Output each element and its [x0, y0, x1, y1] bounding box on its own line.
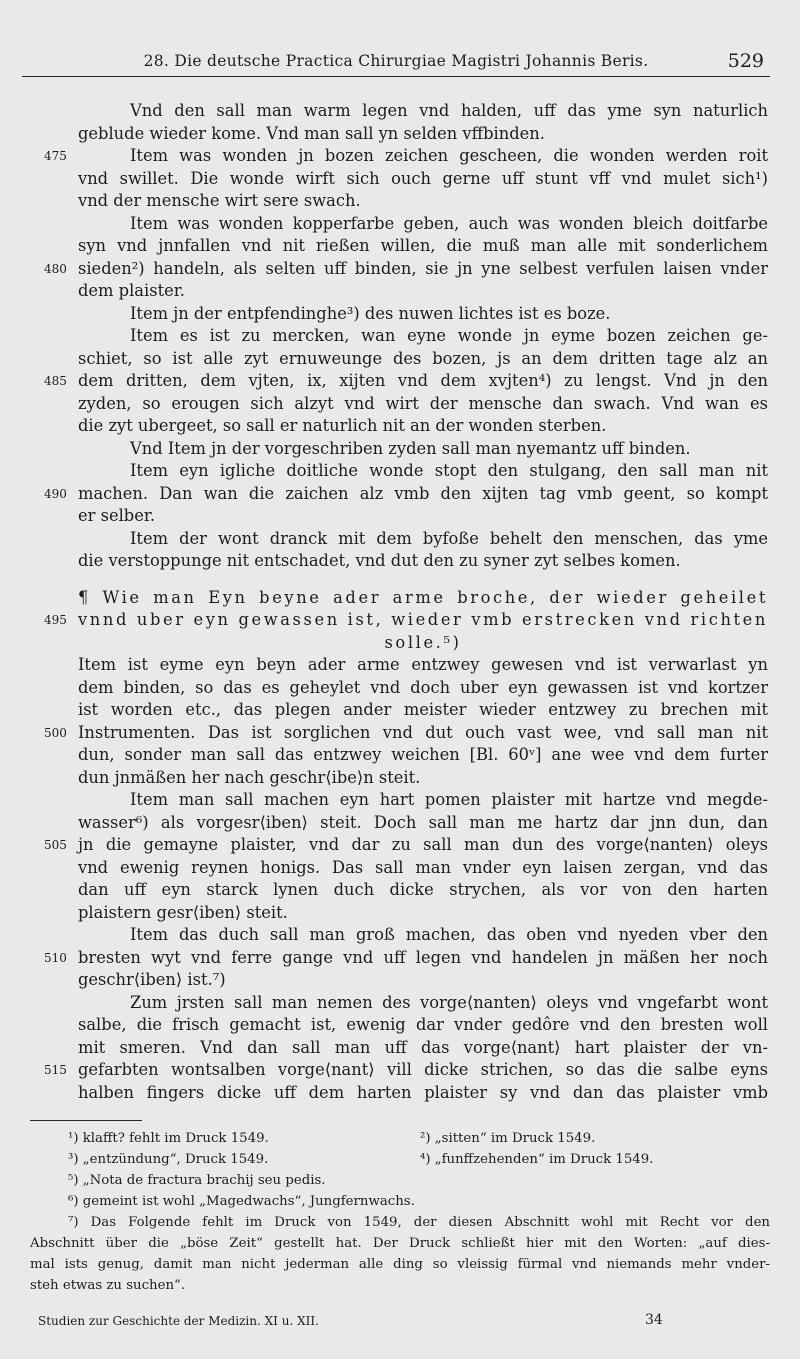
line-text: Item jn der entpfendinghe³) des nuwen lichtes ist es boze.	[130, 303, 611, 323]
footnote-5: ⁵) „Nota de fractura brachij seu pedis.	[68, 1173, 326, 1188]
text-line	[0, 460, 800, 483]
text-line	[0, 902, 800, 925]
footnote-1: ¹) klafft? fehlt im Druck 1549.	[68, 1131, 269, 1146]
text-line	[0, 879, 800, 902]
line-text: Item was wonden kopperfarbe geben, auch was wonden bleich doitfarbe	[130, 213, 768, 233]
line-text: Vnd den sall man warm legen vnd halden, uff das yme syn naturlich	[130, 101, 768, 120]
line-text: die zyt ubergeet, so sall er naturlich nit an der wonden sterben.	[78, 416, 607, 435]
line-text: Item ist eyme eyn beyn ader arme entzwey gewesen vnd ist verwarlast yn	[78, 655, 768, 674]
text-line	[0, 415, 800, 438]
line-text: Item man sall machen eyn hart pomen plaister mit hartze vnd megde-	[130, 790, 768, 809]
text-line	[0, 722, 800, 745]
section-heading-line-2	[0, 609, 800, 632]
line-number: 505	[44, 838, 67, 852]
line-text: gefarbten wontsalben vorge⟨nant⟩ vill dicke strichen, so das die salbe eyns	[78, 1060, 768, 1079]
line-text: schiet, so ist alle zyt ernuweunge des bozen, js an dem dritten tage alz an	[78, 348, 768, 368]
text-line	[0, 767, 800, 790]
line-text: Item der wont dranck mit dem byfoße behelt den menschen, das yme	[130, 528, 768, 548]
page-footer	[0, 1312, 800, 1336]
line-text: halben fingers dicke uff dem harten plaister sy vnd dan das plaister vmb	[78, 1082, 768, 1102]
text-line	[0, 213, 800, 236]
text-line	[0, 123, 800, 146]
line-text: dan uff eyn starck lynen duch dicke strychen, als vor von den harten	[78, 880, 768, 899]
footnote-7-cont: mal ists genug, damit man nicht jederman alle ding so vleissig fürmal vnd niemands mehr vnder-	[30, 1257, 770, 1272]
text-line	[0, 168, 800, 191]
line-text: vnd der mensche wirt sere swach.	[78, 191, 361, 210]
line-text: die verstoppunge nit entschadet, vnd dut den zu syner zyt selbes komen.	[78, 551, 681, 570]
line-number: 480	[44, 261, 67, 276]
line-number: 510	[44, 950, 67, 965]
line-text: sieden²) handeln, als selten uff binden, sie jn yne selbest verfulen laisen vnder	[78, 258, 768, 278]
text-line	[0, 992, 800, 1015]
line-text: er selber.	[78, 506, 156, 525]
line-text: geblude wieder kome. Vnd man sall yn selden vffbinden.	[78, 123, 545, 143]
line-number: 500	[44, 725, 67, 740]
text-line	[0, 280, 800, 303]
text-line	[0, 550, 800, 573]
text-line	[0, 744, 800, 767]
footnote-6: ⁶) gemeint ist wohl „Magedwachs“, Jungfernwachs.	[68, 1194, 415, 1209]
footnote-7-end: steh etwas zu suchen“.	[30, 1278, 186, 1293]
text-line	[0, 190, 800, 213]
main-text	[0, 100, 800, 1104]
text-line	[0, 654, 800, 677]
line-text: jn die gemayne plaister, vnd dar zu sall man dun des vorge⟨nanten⟩ oleys	[78, 835, 768, 854]
text-line	[0, 812, 800, 835]
line-text: Item es ist zu mercken, wan eyne wonde jn eyme bozen zeichen ge-	[130, 326, 768, 345]
text-line	[0, 325, 800, 348]
line-text: dun, sonder man sall das entzwey weichen [Bl. 60ᵛ] ane wee vnd dem furter	[78, 745, 768, 764]
text-line	[0, 924, 800, 947]
section-heading-text: ¶ Wie man Eyn beyne ader arme broche, der wieder geheilet	[78, 587, 768, 607]
text-line	[0, 303, 800, 326]
text-line	[0, 1037, 800, 1060]
line-text: salbe, die frisch gemacht ist, ewenig dar vnder gedôre vnd den bresten woll	[78, 1015, 768, 1034]
section-heading-text: solle.⁵)	[384, 632, 462, 652]
text-line	[0, 969, 800, 992]
line-text: dun jnmäßen her nach geschr⟨ibe⟩n steit.	[78, 767, 421, 787]
line-text: Item das duch sall man groß machen, das oben vnd nyeden vber den	[130, 925, 768, 944]
text-line	[0, 699, 800, 722]
footnote-2: ²) „sitten“ im Druck 1549.	[420, 1131, 596, 1146]
series-title: Studien zur Geschichte der Medizin. XI u. XII.	[38, 1314, 319, 1328]
text-line	[0, 145, 800, 168]
line-text: dem plaister.	[78, 281, 185, 300]
footnote-4: ⁴) „funffzehenden“ im Druck 1549.	[420, 1152, 654, 1167]
text-line	[0, 393, 800, 416]
text-line	[0, 258, 800, 281]
text-line	[0, 528, 800, 551]
line-number: 515	[44, 1063, 67, 1077]
text-line	[0, 789, 800, 812]
text-block-1	[0, 100, 800, 573]
text-line	[0, 235, 800, 258]
line-text: syn vnd jnnfallen vnd nit rießen willen, die muß man alle mit sonderlichem	[78, 236, 768, 255]
line-text: Item was wonden jn bozen zeichen gescheen, die wonden werden roit	[130, 146, 768, 165]
line-text: Vnd Item jn der vorgeschriben zyden sall man nyemantz uff binden.	[130, 438, 691, 458]
sheet-number: 34	[645, 1312, 663, 1328]
text-line	[0, 505, 800, 528]
line-number: 485	[44, 374, 67, 388]
line-text: Item eyn igliche doitliche wonde stopt den stulgang, den sall man nit	[130, 461, 768, 480]
text-line	[0, 370, 800, 393]
text-line	[0, 100, 800, 123]
section-heading-line-1	[0, 587, 800, 610]
page-number: 529	[727, 50, 764, 72]
text-line	[0, 1014, 800, 1037]
line-text: machen. Dan wan die zaichen alz vmb den xijten tag vmb geent, so kompt	[78, 483, 768, 503]
line-number: 495	[44, 613, 67, 627]
footnote-7-cont: Abschnitt über die „böse Zeit“ gestellt hat. Der Druck schließt hier mit den Worten: „auf dies-	[30, 1236, 770, 1251]
text-block-2	[0, 654, 800, 1104]
text-line	[0, 1059, 800, 1082]
running-header	[22, 40, 770, 77]
text-line	[0, 947, 800, 970]
section-heading-line-3	[0, 632, 800, 655]
footnote-3: ³) „entzündung“, Druck 1549.	[68, 1152, 269, 1167]
line-text: dem dritten, dem vjten, ix, xijten vnd dem xvjten⁴) zu lengst. Vnd jn den	[78, 371, 768, 390]
text-line	[0, 857, 800, 880]
text-line	[0, 1082, 800, 1105]
text-line	[0, 677, 800, 700]
line-text: zyden, so erougen sich alzyt vnd wirt der mensche dan swach. Vnd wan es	[78, 393, 768, 413]
line-number: 475	[44, 149, 67, 163]
text-line	[0, 348, 800, 371]
line-text: vnd swillet. Die wonde wirft sich ouch gerne uff stunt vff vnd mulet sich¹)	[78, 168, 768, 188]
line-text: bresten wyt vnd ferre gange vnd uff legen vnd handelen jn mäßen her noch	[78, 947, 768, 967]
line-text: plaistern gesr⟨iben⟩ steit.	[78, 902, 288, 922]
line-text: geschr⟨iben⟩ ist.⁷)	[78, 970, 226, 989]
text-line	[0, 483, 800, 506]
line-text: ist worden etc., das plegen ander meister wieder entzwey zu brechen mit	[78, 700, 768, 719]
line-text: vnd ewenig reynen honigs. Das sall man vnder eyn laisen zergan, vnd das	[78, 857, 768, 877]
footnote-rule	[30, 1120, 142, 1121]
line-text: mit smeren. Vnd dan sall man uff das vorge⟨nant⟩ hart plaister der vn-	[78, 1037, 768, 1057]
text-line	[0, 438, 800, 461]
line-number: 490	[44, 486, 67, 501]
text-line	[0, 834, 800, 857]
line-text: Instrumenten. Das ist sorglichen vnd dut ouch vast wee, vnd sall man nit	[78, 722, 768, 742]
footnotes	[0, 1128, 800, 1296]
line-text: wasser⁶) als vorgesr⟨iben⟩ steit. Doch sall man me hartz dar jnn dun, dan	[78, 812, 768, 832]
running-title: 28. Die deutsche Practica Chirurgiae Magistri Johannis Beris.	[143, 52, 649, 70]
line-text: dem binden, so das es geheylet vnd doch uber eyn gewassen ist vnd kortzer	[78, 677, 768, 697]
section-heading-text: vnnd uber eyn gewassen ist, wieder vmb erstrecken vnd richten	[78, 610, 768, 629]
footnote-7: ⁷) Das Folgende fehlt im Druck von 1549, der diesen Abschnitt wohl mit Recht vor den	[68, 1215, 770, 1230]
line-text: Zum jrsten sall man nemen des vorge⟨nanten⟩ oleys vnd vngefarbt wont	[130, 992, 768, 1012]
